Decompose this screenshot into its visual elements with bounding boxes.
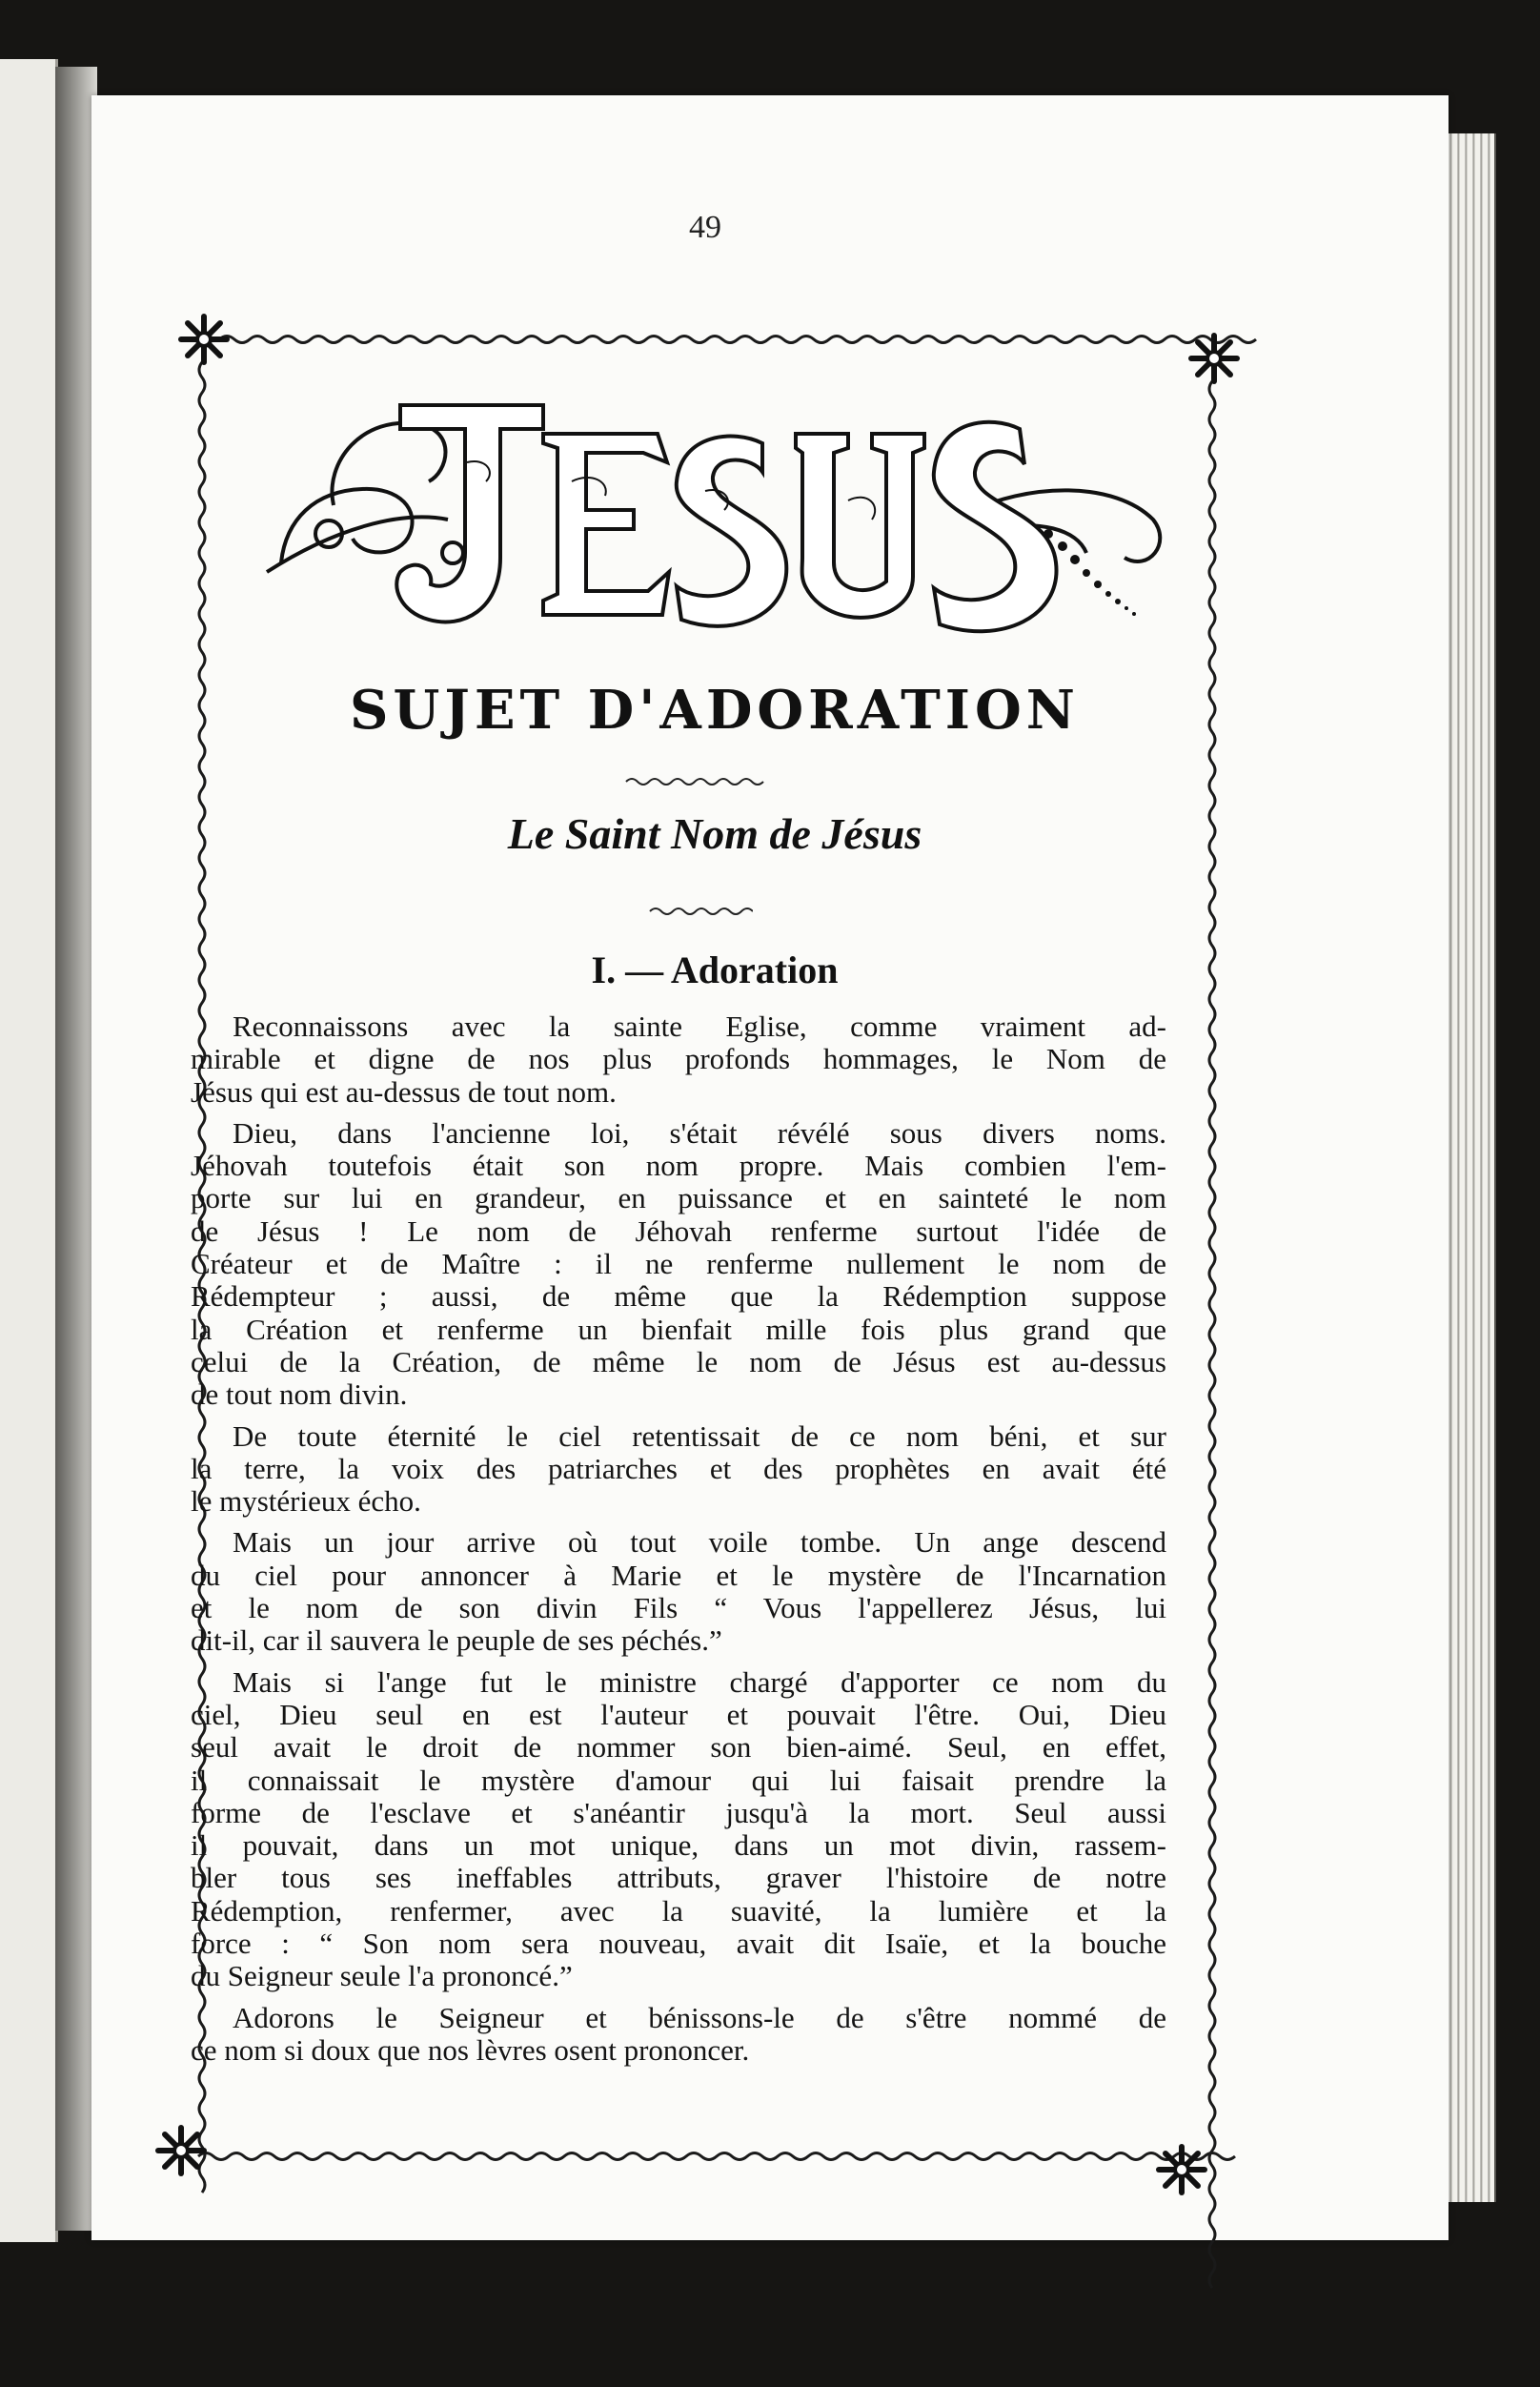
- text-line: Mais un jour arrive où tout voile tombe. Un ange descend: [233, 1525, 1166, 1560]
- text-line: la terre, la voix des patriarches et des prophètes en avait été: [191, 1451, 1166, 1485]
- text-line: Jésus qui est au-dessus de tout nom.: [191, 1074, 617, 1109]
- text-line: la Création et renferme un bienfait mille fois plus grand que: [191, 1312, 1166, 1346]
- text-line: bler tous ses ineffables attributs, graver l'histoire de notre: [191, 1861, 1166, 1895]
- paragraph: [191, 1666, 1166, 1993]
- ornament-dot: [1044, 529, 1053, 539]
- text-line: mirable et digne de nos plus profonds hommages, le Nom de: [191, 1042, 1166, 1076]
- text-line: ciel, Dieu seul en est l'auteur et pouvait l'être. Oui, Dieu: [191, 1697, 1166, 1731]
- subtitle: Le Saint Nom de Jésus: [507, 809, 922, 858]
- letter-u: [796, 434, 924, 618]
- paragraph: [191, 1526, 1166, 1657]
- divider-squiggle-small: [648, 904, 753, 919]
- text-line: Dieu, dans l'ancienne loi, s'était révélé sous divers noms.: [233, 1115, 1166, 1150]
- text-line: Reconnaissons avec la sainte Eglise, comme vraiment ad-: [233, 1010, 1166, 1043]
- previous-page-edge: [0, 59, 58, 2242]
- text-line: Rédemption, renfermer, avec la suavité, la lumière et la: [191, 1893, 1166, 1928]
- text-line: du ciel pour annoncer à Marie et le mystère de l'Incarnation: [191, 1558, 1166, 1592]
- text-line: Jéhovah toutefois était son nom propre. Mais combien l'em-: [191, 1149, 1166, 1183]
- text-line: Rédempteur ; aussi, de même que la Rédemption suppose: [191, 1279, 1166, 1314]
- text-line: le mystérieux écho.: [191, 1484, 421, 1519]
- text-line: De toute éternité le ciel retentissait de ce nom béni, et sur: [233, 1418, 1166, 1453]
- paragraph: [191, 1010, 1166, 1109]
- section-heading: SUJET D'ADORATION: [350, 679, 1080, 742]
- paragraph: [191, 1117, 1166, 1412]
- text-line: dit-il, car il sauvera le peuple de ses péchés.”: [191, 1623, 722, 1658]
- letter-s: [677, 437, 787, 626]
- letter-s-final: [934, 422, 1057, 632]
- divider-squiggle: [624, 774, 767, 789]
- body-text: [191, 1010, 1166, 2067]
- text-line: Mais si l'ange fut le ministre chargé d'apporter ce nom du: [233, 1664, 1166, 1699]
- text-line: il connaissait le mystère d'amour qui lui faisait prendre la: [191, 1763, 1166, 1797]
- text-line: porte sur lui en grandeur, en puissance et en sainteté le nom: [191, 1181, 1166, 1215]
- text-line: force : “ Son nom sera nouveau, avait dit Isaïe, et la bouche: [191, 1927, 1166, 1961]
- text-line: Créateur et de Maître : il ne renferme nullement le nom de: [191, 1247, 1166, 1281]
- paragraph: [191, 2002, 1166, 2068]
- letter-e: [543, 434, 669, 615]
- letter-j: [396, 405, 543, 622]
- section-title: I. — Adoration: [591, 949, 839, 991]
- text-line: ce nom si doux que nos lèvres osent prononcer.: [191, 2032, 750, 2067]
- text-line: celui de la Création, de même le nom de Jésus est au-dessus: [191, 1344, 1166, 1378]
- text-line: de Jésus ! Le nom de Jéhovah renferme surtout l'idée de: [191, 1214, 1166, 1248]
- paragraph: [191, 1420, 1166, 1519]
- text-line: et le nom de son divin Fils “ Vous l'appellerez Jésus, lui: [191, 1591, 1166, 1625]
- text-line: seul avait le droit de nommer son bien-aimé. Seul, en effet,: [191, 1730, 1166, 1765]
- text-line: forme de l'esclave et s'anéantir jusqu'à la mort. Seul aussi: [191, 1795, 1166, 1829]
- text-line: du Seigneur seule l'a prononcé.”: [191, 1959, 573, 1993]
- text-line: de tout nom divin.: [191, 1377, 408, 1412]
- text-line: Adorons le Seigneur et bénissons-le de s'être nommé de: [233, 2000, 1166, 2034]
- ornamental-title-jesus: [257, 377, 1191, 663]
- text-line: il pouvait, dans un mot unique, dans un mot divin, rassem-: [191, 1828, 1166, 1863]
- page-number: 49: [689, 210, 721, 245]
